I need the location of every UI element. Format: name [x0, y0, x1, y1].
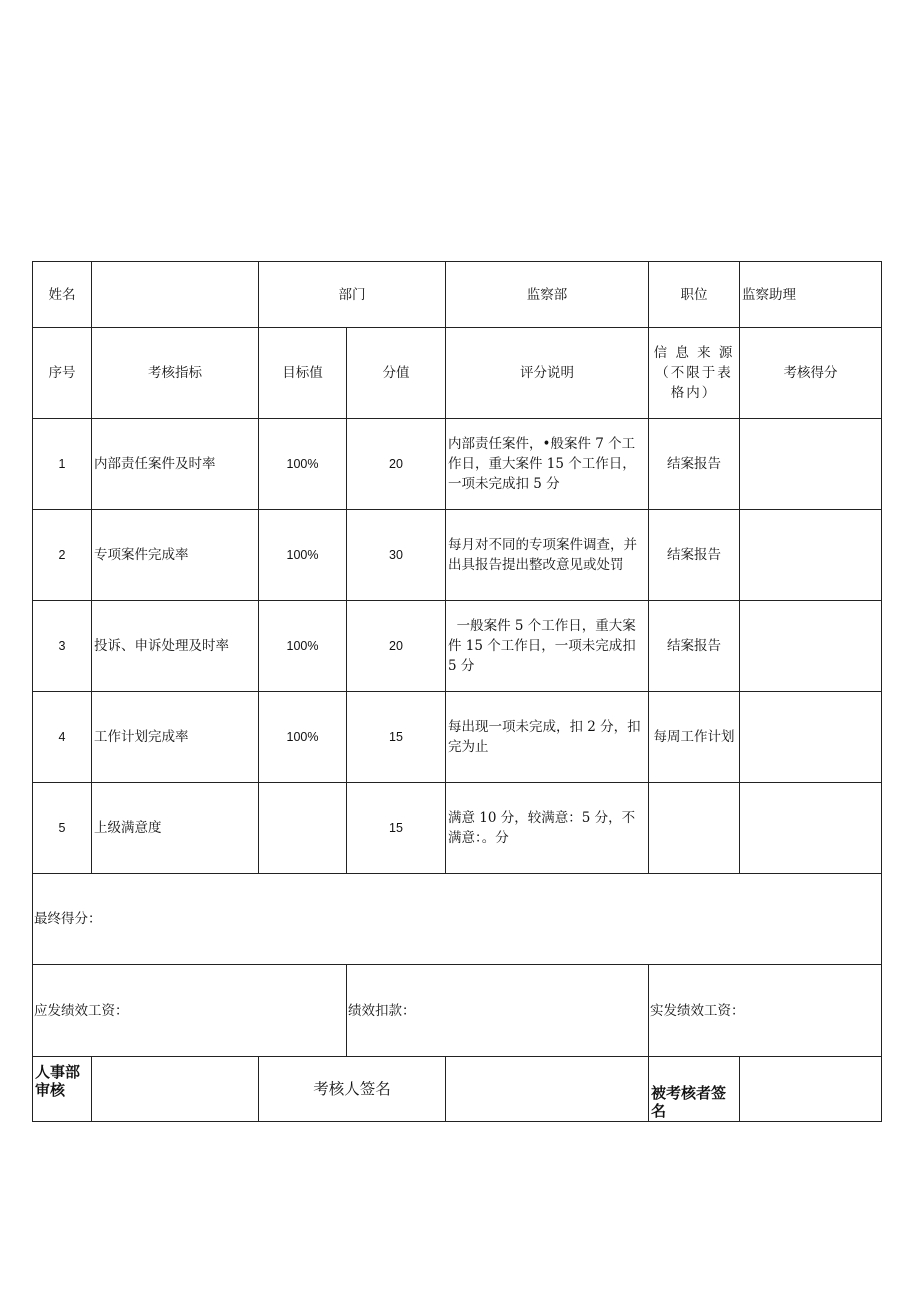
- reviewer-signature-label: 考核人签名: [259, 1057, 446, 1122]
- col-target-header: 目标值: [259, 328, 347, 419]
- col-result-header: 考核得分: [740, 328, 882, 419]
- pay-row: [33, 965, 882, 1057]
- name-value-field[interactable]: [92, 262, 259, 328]
- item-seq: 5: [33, 783, 92, 874]
- position-label: 职位: [649, 262, 740, 328]
- item-indicator: 工作计划完成率: [92, 692, 259, 783]
- item-desc: 内部责任案件，•般案件 7 个工作日，重大案件 15 个工作日，一项未完成扣 5 分: [446, 419, 649, 510]
- item-score: 20: [347, 601, 446, 692]
- item-score: 15: [347, 783, 446, 874]
- signoff-row: [33, 1057, 882, 1122]
- table-row: [33, 510, 882, 601]
- item-source: 结案报告: [649, 601, 740, 692]
- hr-signature-field[interactable]: [92, 1057, 259, 1122]
- hr-review-label: 人事部审核: [33, 1057, 92, 1122]
- final-score-label: 最终得分：: [33, 874, 882, 965]
- item-desc: 满意 10 分，较满意：5 分，不满意：。分: [446, 783, 649, 874]
- item-indicator: 投诉、申诉处理及时率: [92, 601, 259, 692]
- item-seq: 2: [33, 510, 92, 601]
- performance-appraisal-form: [32, 261, 882, 1122]
- item-result-field[interactable]: [740, 783, 882, 874]
- name-label: 姓名: [33, 262, 92, 328]
- final-score-row: [33, 874, 882, 965]
- dept-label: 部门: [259, 262, 446, 328]
- col-indicator-header: 考核指标: [92, 328, 259, 419]
- reviewee-signature-label: 被考核者签名: [649, 1057, 740, 1122]
- item-source: [649, 783, 740, 874]
- table-row: [33, 419, 882, 510]
- should-pay-label: 应发绩效工资：: [33, 965, 347, 1057]
- item-source: 结案报告: [649, 510, 740, 601]
- item-source: 每周工作计划: [649, 692, 740, 783]
- table-row: [33, 601, 882, 692]
- col-seq-header: 序号: [33, 328, 92, 419]
- col-desc-header: 评分说明: [446, 328, 649, 419]
- dept-value: 监察部: [446, 262, 649, 328]
- item-target: 100%: [259, 510, 347, 601]
- col-score-header: 分值: [347, 328, 446, 419]
- appraisal-table: [32, 261, 882, 1122]
- column-header-row: [33, 328, 882, 419]
- item-indicator: 专项案件完成率: [92, 510, 259, 601]
- item-desc: 一般案件 5 个工作日，重大案件 15 个工作日，一项未完成扣 5 分: [446, 601, 649, 692]
- item-indicator: 上级满意度: [92, 783, 259, 874]
- item-source: 结案报告: [649, 419, 740, 510]
- item-result-field[interactable]: [740, 419, 882, 510]
- item-desc: 每出现一项未完成，扣 2 分，扣完为止: [446, 692, 649, 783]
- item-score: 30: [347, 510, 446, 601]
- item-score: 15: [347, 692, 446, 783]
- item-seq: 4: [33, 692, 92, 783]
- item-seq: 3: [33, 601, 92, 692]
- deduction-label: 绩效扣款：: [347, 965, 649, 1057]
- position-value: 监察助理: [740, 262, 882, 328]
- item-result-field[interactable]: [740, 510, 882, 601]
- item-target: 100%: [259, 692, 347, 783]
- actual-pay-label: 实发绩效工资：: [649, 965, 882, 1057]
- reviewer-signature-field[interactable]: [446, 1057, 649, 1122]
- item-seq: 1: [33, 419, 92, 510]
- item-result-field[interactable]: [740, 692, 882, 783]
- item-score: 20: [347, 419, 446, 510]
- item-indicator: 内部责任案件及时率: [92, 419, 259, 510]
- item-target: 100%: [259, 419, 347, 510]
- reviewee-signature-field[interactable]: [740, 1057, 882, 1122]
- item-result-field[interactable]: [740, 601, 882, 692]
- item-desc: 每月对不同的专项案件调查，并出具报告提出整改意见或处罚: [446, 510, 649, 601]
- table-row: [33, 783, 882, 874]
- table-row: [33, 692, 882, 783]
- header-row: [33, 262, 882, 328]
- item-target: [259, 783, 347, 874]
- item-target: 100%: [259, 601, 347, 692]
- col-source-header: 信 息 来 源（不限于表格内）: [649, 328, 740, 419]
